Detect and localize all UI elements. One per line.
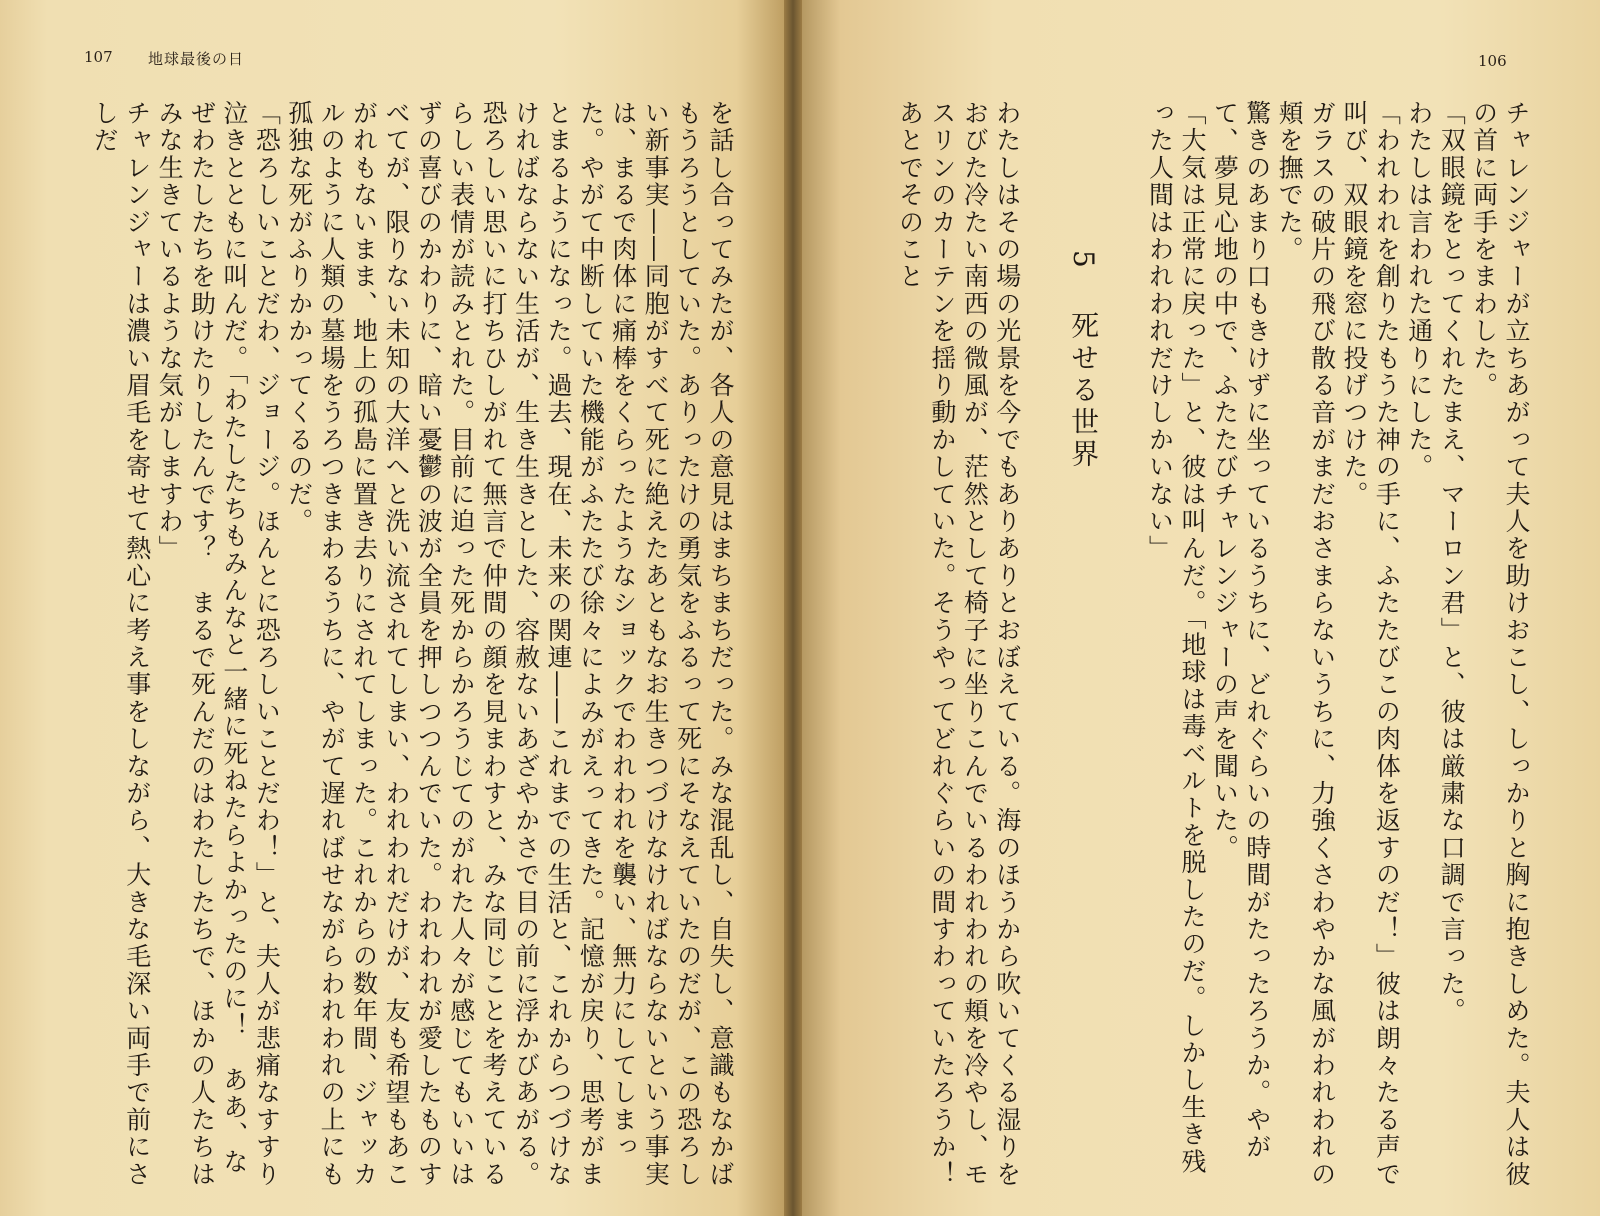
running-title: 地球最後の日 <box>148 50 245 68</box>
right-page <box>792 0 1600 1216</box>
paragraph: 「われわれを創りたもうた神の手に、ふたたびこの肉体を返すのだ！」彼は朗々たる声で叫び、双眼鏡を窓に投げつけた。 <box>1339 100 1402 1188</box>
chapter-heading <box>1023 100 1143 1200</box>
paragraph: チャレンジャーが立ちあがって夫人を助けおこし、しっかりと胸に抱きしめた。夫人は彼の首に両手をまわした。 <box>1469 100 1531 1188</box>
paragraph: を話し合ってみたが、各人の意見はまちまちだった。みな混乱し、自失し、意識もなかばもうろうとしていた。ありったけの勇気をふるって死にそなえていたのだが、この恐ろしい新事実――同胞がすべて死に絶えたあともなお生きつづけなければならないという事実は、まるで肉体に痛棒をくらったようなショックでわれわれを襲い、無力にしてしまった。やがて中断していた機能がふたたび徐々によみがえってきた。記憶が戻り、思考がまとまるようになった。過去、現在、未来の関連――これまでの生活と、これからつづけなければならない生活が、生き生きとした、容赦ないあざやかさで目の前に浮かびあがる。恐ろしい思いに打ちひしがれて無言で仲間の顔を見まわすと、みな同じことを考えているらしい表情が読みとれた。目前に迫った死からかろうじてのがれた人々が感じてもいいはずの喜びのかわりに、暗い憂鬱の波が全員を押しつつんでいた。われわれが愛したものすべてが、限りない未知の大洋へと洗い流されてしまい、われわれだけが、友も希望もあこがれもないまま、地上の孤島に置き去りにされてしまった。これからの数年間、ジャッカルのように人類の墓場をうろつきまわるうちに、やがて遅ればせながらわれわれの上にも孤独な死がふりかかってくるのだ。 <box>284 100 735 1188</box>
page-number-left: 107 <box>84 48 113 66</box>
book-spine <box>784 0 802 1216</box>
paragraph: わたしは言われた通りにした。 <box>1404 100 1434 481</box>
paragraph: ガラスの破片の飛び散る音がまだおさまらないうちに、力強くさわやかな風がわれわれの頬を撫でた。 <box>1275 100 1337 1188</box>
paragraph: わたしはその場の光景を今でもありありとおぼえている。海のほうから吹いてくる湿りをおびた冷たい南西の微風が、茫然として椅子に坐りこんでいるわれわれの頬を冷やし、モスリンのカーテンを揺り動かしていた。そうやってどれぐらいの間すわっていたろうか！ あとでそのこと <box>895 100 1022 1216</box>
paragraph: 「双眼鏡をとってくれたまえ、マーロン君」と、彼は厳粛な口調で言った。 <box>1437 100 1467 1025</box>
left-page-body <box>64 100 736 1200</box>
chapter-number: 5 <box>1067 250 1101 272</box>
right-page-body <box>868 100 1532 1216</box>
left-page <box>0 0 792 1216</box>
paragraph: 「恐ろしいことだわ、ジョージ。ほんとに恐ろしいことだわ！」と、夫人が悲痛なすすり泣きとともに叫んだ。「わたしたちもみんなと一緒に死ねたらよかったのに！ ああ、なぜわたしたちを助けたりしたんです？ まるで死んだのはわたしたちで、ほかの人たちはみな生きているような気がしますわ」 <box>155 100 282 1188</box>
page-number-right: 106 <box>1478 52 1507 70</box>
paragraph: 驚きのあまり口もきけずに坐っているうちに、どれぐらいの時間がたったろうか。やがて、夢見心地の中で、ふたたびチャレンジャーの声を聞いた。 <box>1210 100 1272 1161</box>
paragraph: チャレンジャーは濃い眉毛を寄せて熱心に考え事をしながら、大きな毛深い両手で前にさしだ <box>90 100 152 1188</box>
chapter-title: 死せる世界 <box>1067 310 1101 471</box>
paragraph: 「大気は正常に戻った」と、彼は叫んだ。「地球は毒ベルトを脱したのだ。しかし生き残った人間はわれわれだけしかいない」 <box>1145 100 1207 1176</box>
